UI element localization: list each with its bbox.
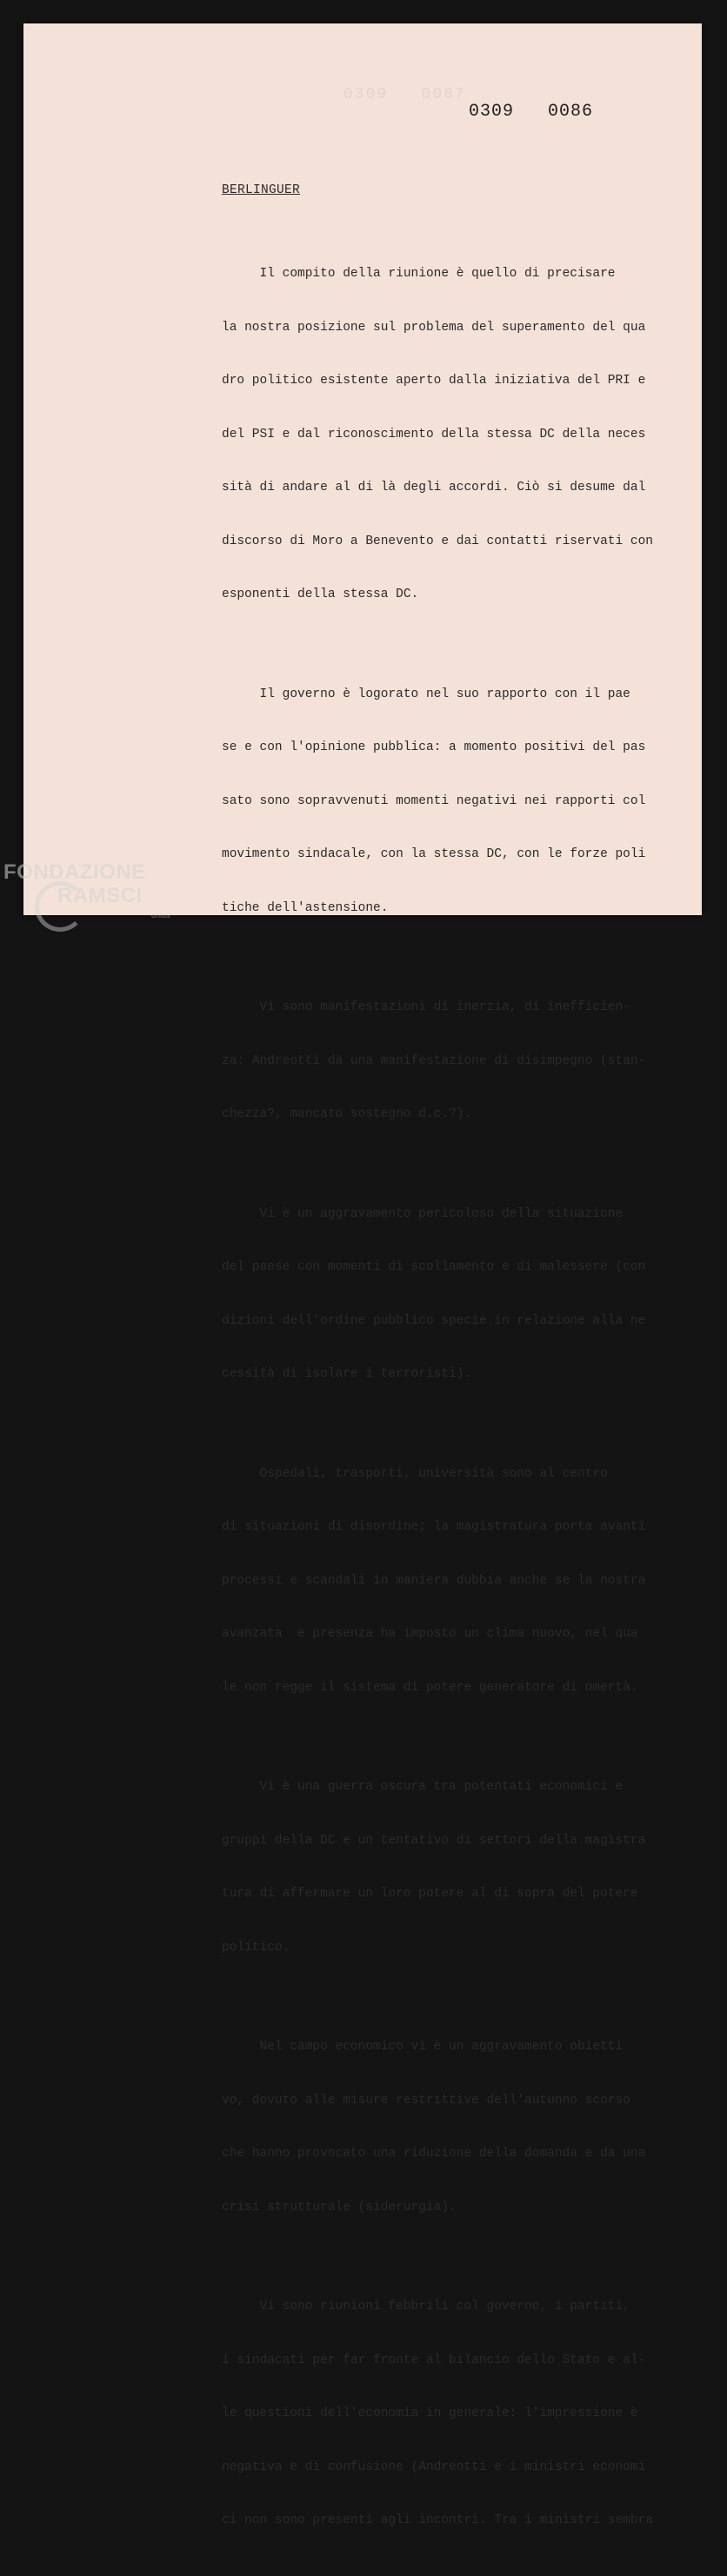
text-line: dizioni dell'ordine pubblico specie in relazione alla ne [222, 1313, 646, 1328]
text-line: di situazioni di disordine; la magistratura porta avanti [222, 1520, 646, 1534]
text-line: del paese con momenti di scollamento e di malessere (con [222, 1260, 646, 1274]
paragraph [222, 1170, 709, 1419]
text-line: se e con l'opinione pubblica: a momento positivi del pas [222, 740, 646, 754]
text-line: tiche dell'astensione. [222, 900, 389, 915]
paragraph [222, 229, 709, 640]
document-number: 0309 0086 [469, 102, 594, 122]
text-line: Vi è un aggravamento pericoloso della situazione [222, 1206, 624, 1221]
text-line: la nostra posizione sul problema del superamento del qua [222, 320, 646, 335]
text-line: le non regge il sistema di potere generatore di omertà. [222, 1680, 638, 1695]
text-line: discorso di Moro a Benevento e dai contatti riservati con [222, 534, 653, 548]
text-line: sato sono sopravvenuti momenti negativi nei rapporti col [222, 793, 646, 808]
text-line: politico. [222, 1940, 290, 1955]
text-line: Ospedali, trasporti, università sono al centro [222, 1466, 608, 1481]
text-line: gruppi della DC e un tentativo di settori della magistra [222, 1833, 646, 1848]
text-line: del PSI e dal riconoscimento della stessa DC della neces [222, 427, 646, 442]
text-line: avanzata e presenza ha imposto un clima nuovo, nel qua [222, 1627, 638, 1641]
text-line: sità di andare al di là degli accordi. Ciò si desume dal [222, 481, 646, 495]
text-line: negativa e di confusione (Andreotti e i ministri economi [222, 2460, 646, 2474]
body-text [222, 229, 709, 2576]
text-line: movimento sindacale, con la stessa DC, con le forze poli [222, 847, 646, 861]
logo-onlus: onlus [151, 911, 170, 920]
text-line: Vi sono riunioni febbrili col governo, i partiti, [222, 2300, 630, 2314]
logo-text-line1: FONDAZIONE [3, 860, 146, 884]
paragraph [222, 1743, 709, 1992]
text-line: Il governo è logorato nel suo rapporto con il pae [222, 687, 630, 701]
text-line: chezza?, mancato sostegno d.c.?). [222, 1107, 472, 1121]
text-line: che hanno provocato una riduzione della domanda e da una [222, 2147, 646, 2161]
text-line: dro politico esistente aperto dalla iniziativa del PRI e [222, 374, 646, 388]
text-line: Vi è una guerra oscura tra potentati economici e [222, 1780, 624, 1794]
logo-text-line2: RAMSCI [57, 884, 143, 907]
text-line: esponenti della stessa DC. [222, 588, 419, 601]
paragraph [222, 963, 709, 1159]
text-line: Nel campo economico vi è un aggravamento obietti [222, 2040, 624, 2054]
text-line: i sindacati per far fronte al bilancio dello Stato e al- [222, 2353, 646, 2367]
text-line: vo, dovuto alle misure restrittive dell'autunno scorso [222, 2093, 630, 2108]
text-line: ci non sono presenti agli incontri. Tra i ministri sembra [222, 2513, 653, 2527]
paragraph [222, 2262, 709, 2566]
page-heading: BERLINGUER [222, 183, 301, 197]
paragraph [222, 1430, 709, 1733]
text-line: le questioni dell'economia in generale: l'impressione è [222, 2407, 638, 2420]
paragraph [222, 2002, 709, 2252]
text-line: Il compito della riunione è quello di precisare [222, 267, 616, 281]
text-line: tura di affermare un loro potere al di sopra del potere [222, 1887, 638, 1901]
text-line: cessità di isolare i terroristi). [222, 1367, 472, 1381]
text-line: processi e scandali in maniera dubbia anche se la nostra [222, 1573, 646, 1588]
text-line: Vi sono manifestazioni di inerzia, di inefficien- [222, 1000, 630, 1014]
text-line: za: Andreotti dà una manifestazione di disimpegno (stan- [222, 1053, 646, 1068]
bleed-through-number: 0309 0087 [343, 86, 466, 103]
fondazione-gramsci-logo [3, 860, 186, 930]
paragraph [222, 650, 709, 953]
text-line: crisi strutturale (siderurgia). [222, 2200, 457, 2214]
